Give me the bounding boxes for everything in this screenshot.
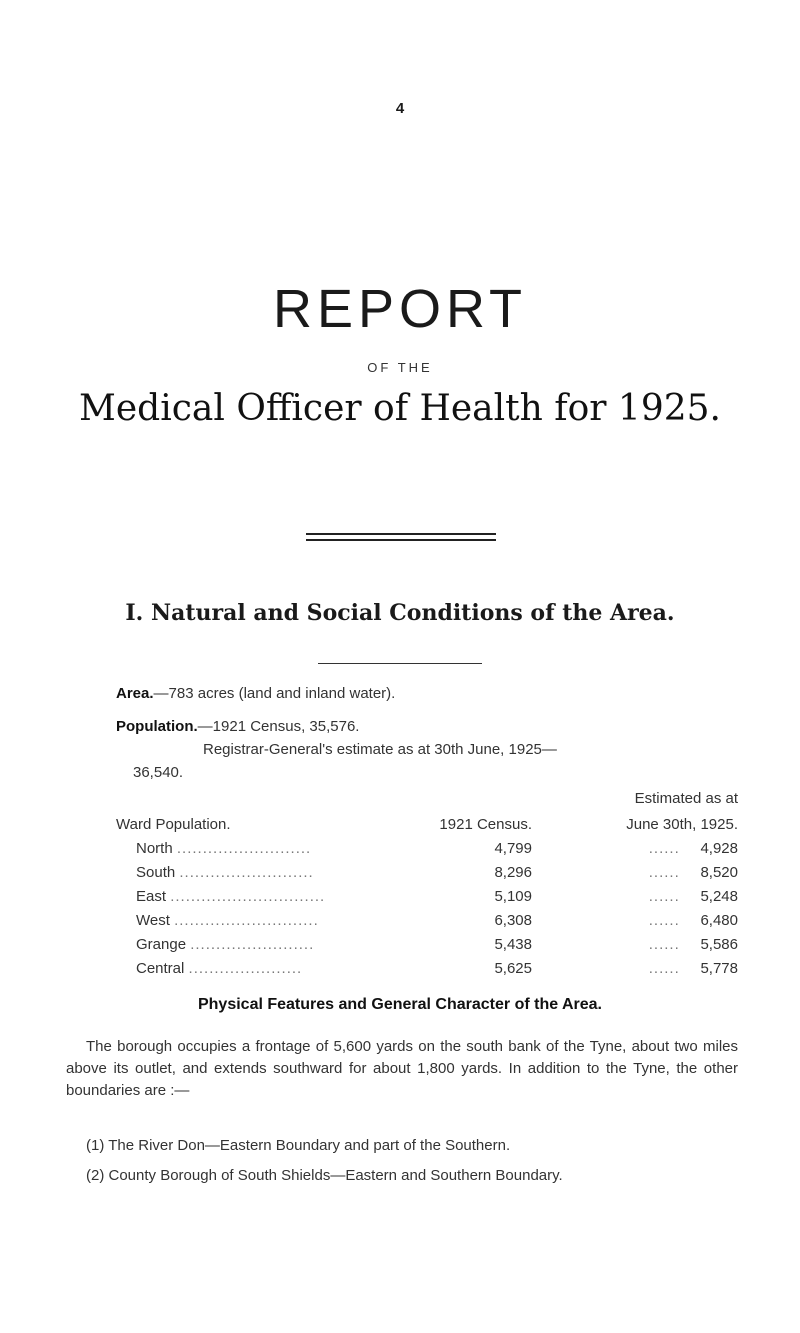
- census-value: 8,296: [494, 863, 532, 881]
- table-row: [116, 884, 738, 908]
- ward-name: West: [136, 911, 170, 929]
- population-estimate-value: 36,540.: [133, 764, 184, 781]
- table-row: [116, 836, 738, 860]
- area-text: —783 acres (land and inland water).: [153, 685, 396, 702]
- ward-name: South: [136, 863, 176, 881]
- physical-paragraph: The borough occupies a frontage of 5,600 yards on the south bank of the Tyne, about two miles above its outlet, and extends southward for about 1,800 yards. In addition to the Tyne, the other boundaries are :—: [66, 1038, 738, 1099]
- ward-name: Central: [136, 959, 185, 977]
- census-value: 5,109: [494, 887, 532, 905]
- estimated-value: 4,928: [700, 839, 738, 857]
- ward-population-table: [116, 812, 738, 980]
- of-the-label: OF THE: [367, 360, 433, 375]
- page-number: 4: [395, 100, 405, 117]
- leader-dots: ........................: [190, 935, 315, 953]
- table-row: [116, 908, 738, 932]
- leader-dots: ..........................: [176, 839, 312, 857]
- double-rule-bottom: [306, 539, 496, 541]
- leader-dots: ......: [648, 887, 701, 905]
- section-heading: I. Natural and Social Conditions of the Area.: [125, 600, 675, 626]
- header-census: 1921 Census.: [439, 815, 532, 833]
- ward-name: Grange: [136, 935, 187, 953]
- leader-dots: ......: [648, 959, 701, 977]
- area-label: Area.: [116, 685, 154, 702]
- leader-dots: ......: [648, 911, 701, 929]
- estimated-value: 5,248: [700, 887, 738, 905]
- population-line: [116, 718, 359, 735]
- header-ward: Ward Population.: [116, 815, 231, 833]
- table-header-row: [116, 812, 738, 836]
- header-estimated-line2: June 30th, 1925.: [626, 815, 738, 833]
- ward-name: East: [136, 887, 167, 905]
- leader-dots: ..............................: [170, 887, 326, 905]
- table-row: [116, 956, 738, 980]
- ward-name: North: [136, 839, 173, 857]
- census-value: 5,625: [494, 959, 532, 977]
- report-subtitle: Medical Officer of Health for 1925.: [79, 388, 721, 429]
- census-value: 5,438: [494, 935, 532, 953]
- header-estimated-line1: Estimated as at: [634, 790, 738, 807]
- report-title: REPORT: [272, 279, 528, 339]
- population-estimate: Registrar-General's estimate as at 30th June, 1925—: [203, 741, 557, 758]
- population-census: —1921 Census, 35,576.: [197, 718, 360, 735]
- table-row: [116, 860, 738, 884]
- area-line: [116, 685, 395, 702]
- estimated-value: 8,520: [700, 863, 738, 881]
- boundary-item-2: (2) County Borough of South Shields—Eastern and Southern Boundary.: [86, 1167, 563, 1184]
- leader-dots: ......................: [188, 959, 303, 977]
- leader-dots: ............................: [174, 911, 319, 929]
- estimated-value: 5,586: [700, 935, 738, 953]
- census-value: 4,799: [494, 839, 532, 857]
- leader-dots: ..........................: [179, 863, 314, 881]
- boundary-item-1: (1) The River Don—Eastern Boundary and part of the Southern.: [86, 1137, 511, 1154]
- estimated-value: 5,778: [700, 959, 738, 977]
- physical-features-heading: Physical Features and General Character of the Area.: [197, 996, 602, 1013]
- estimated-value: 6,480: [700, 911, 738, 929]
- leader-dots: ......: [648, 839, 701, 857]
- leader-dots: ......: [648, 863, 701, 881]
- double-rule-top: [306, 533, 496, 535]
- leader-dots: ......: [648, 935, 701, 953]
- table-row: [116, 932, 738, 956]
- section-rule: [318, 663, 482, 664]
- population-label: Population.: [116, 718, 198, 735]
- census-value: 6,308: [494, 911, 532, 929]
